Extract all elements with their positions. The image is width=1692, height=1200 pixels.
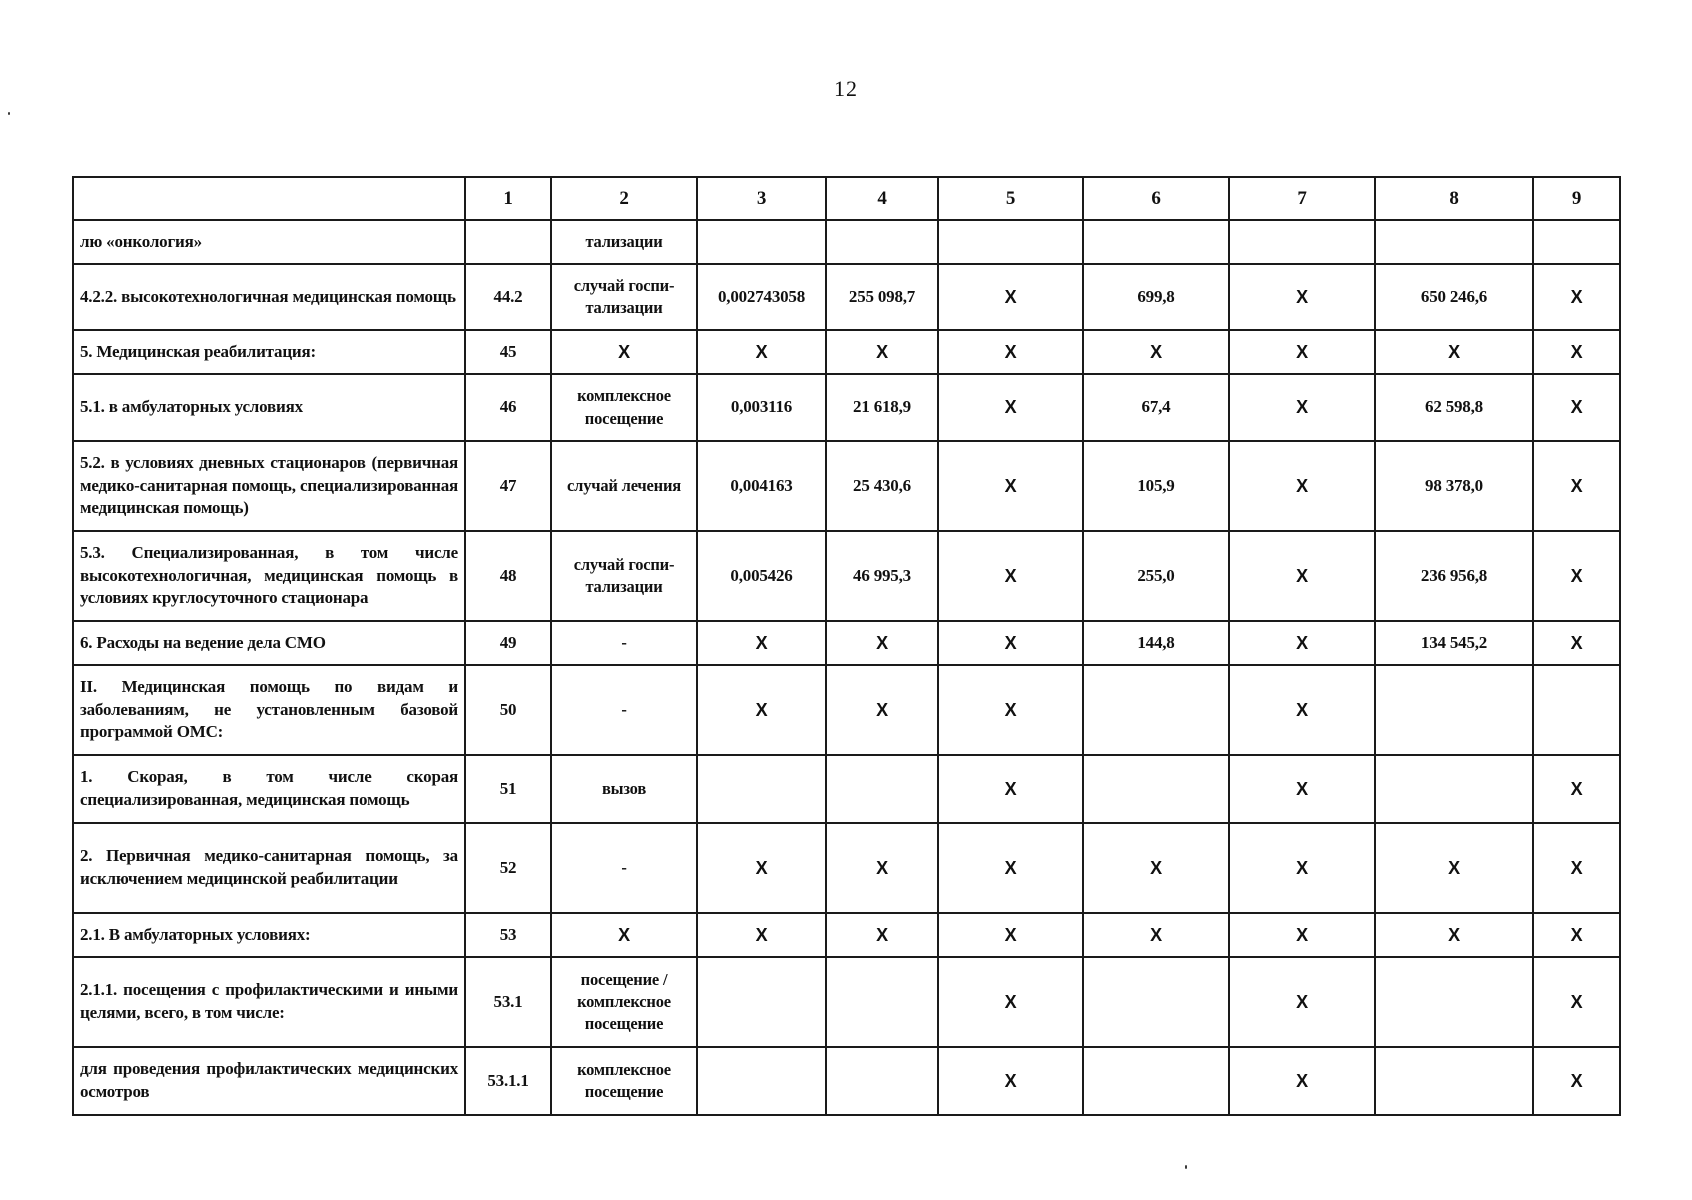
table-row bbox=[73, 531, 1620, 621]
value-cell: 134 545,2 bbox=[1375, 621, 1533, 665]
value-cell: X bbox=[1375, 330, 1533, 374]
value-cell: 25 430,6 bbox=[826, 441, 938, 531]
value-cell: X bbox=[1229, 913, 1375, 957]
table-row bbox=[73, 957, 1620, 1047]
value-cell: X bbox=[1533, 913, 1620, 957]
column-number-6: 6 bbox=[1083, 177, 1229, 220]
value-cell: 0,003116 bbox=[697, 374, 826, 441]
column-number-7: 7 bbox=[1229, 177, 1375, 220]
value-cell: X bbox=[1533, 264, 1620, 330]
medical-care-table bbox=[72, 176, 1621, 1116]
value-cell bbox=[697, 220, 826, 264]
value-cell bbox=[1375, 220, 1533, 264]
value-cell bbox=[826, 957, 938, 1047]
value-cell bbox=[1375, 1047, 1533, 1115]
row-label: 2. Первичная медико-санитарная помощь, за исключением медицинской реабилитации bbox=[73, 823, 465, 913]
value-cell: X bbox=[1229, 1047, 1375, 1115]
value-cell bbox=[1375, 665, 1533, 755]
unit-of-measure: случай госпи-тализации bbox=[551, 531, 697, 621]
row-label: 6. Расходы на ведение дела СМО bbox=[73, 621, 465, 665]
row-label: 2.1. В амбулаторных условиях: bbox=[73, 913, 465, 957]
unit-of-measure: - bbox=[551, 621, 697, 665]
value-cell: 62 598,8 bbox=[1375, 374, 1533, 441]
value-cell: X bbox=[938, 957, 1083, 1047]
row-code: 47 bbox=[465, 441, 551, 531]
column-number-5: 5 bbox=[938, 177, 1083, 220]
value-cell: X bbox=[938, 1047, 1083, 1115]
value-cell: X bbox=[1533, 531, 1620, 621]
value-cell: X bbox=[1229, 374, 1375, 441]
value-cell: 236 956,8 bbox=[1375, 531, 1533, 621]
value-cell: X bbox=[938, 913, 1083, 957]
scan-speck bbox=[1185, 1165, 1187, 1169]
column-number-4: 4 bbox=[826, 177, 938, 220]
value-cell: X bbox=[1229, 621, 1375, 665]
value-cell: 46 995,3 bbox=[826, 531, 938, 621]
row-label: 5.1. в амбулаторных условиях bbox=[73, 374, 465, 441]
value-cell: X bbox=[826, 665, 938, 755]
value-cell: 0,002743058 bbox=[697, 264, 826, 330]
value-cell: X bbox=[697, 621, 826, 665]
unit-of-measure: X bbox=[551, 330, 697, 374]
unit-of-measure: комплексное посещение bbox=[551, 1047, 697, 1115]
value-cell bbox=[826, 755, 938, 823]
value-cell: X bbox=[938, 374, 1083, 441]
row-code: 48 bbox=[465, 531, 551, 621]
value-cell: X bbox=[1533, 755, 1620, 823]
table-row bbox=[73, 330, 1620, 374]
value-cell: 144,8 bbox=[1083, 621, 1229, 665]
value-cell: X bbox=[938, 441, 1083, 531]
value-cell bbox=[1083, 665, 1229, 755]
unit-of-measure: - bbox=[551, 823, 697, 913]
value-cell: X bbox=[1229, 441, 1375, 531]
value-cell bbox=[697, 957, 826, 1047]
value-cell: X bbox=[826, 621, 938, 665]
column-number-3: 3 bbox=[697, 177, 826, 220]
row-code: 49 bbox=[465, 621, 551, 665]
value-cell bbox=[1533, 220, 1620, 264]
row-code: 51 bbox=[465, 755, 551, 823]
table-header-row bbox=[73, 177, 1620, 220]
unit-of-measure: случай лечения bbox=[551, 441, 697, 531]
value-cell: X bbox=[1083, 330, 1229, 374]
value-cell: X bbox=[1083, 823, 1229, 913]
row-code: 46 bbox=[465, 374, 551, 441]
value-cell: X bbox=[938, 823, 1083, 913]
value-cell: X bbox=[1533, 823, 1620, 913]
table-row bbox=[73, 755, 1620, 823]
row-label: 5.2. в условиях дневных стационаров (первичная медико-санитарная помощь, специализированная медицинская помощь) bbox=[73, 441, 465, 531]
value-cell: X bbox=[1533, 374, 1620, 441]
value-cell: X bbox=[826, 330, 938, 374]
value-cell: 21 618,9 bbox=[826, 374, 938, 441]
table-row bbox=[73, 1047, 1620, 1115]
value-cell: X bbox=[1229, 823, 1375, 913]
value-cell: X bbox=[826, 913, 938, 957]
value-cell: 699,8 bbox=[1083, 264, 1229, 330]
row-code: 50 bbox=[465, 665, 551, 755]
unit-of-measure: тализации bbox=[551, 220, 697, 264]
column-number-2: 2 bbox=[551, 177, 697, 220]
row-code bbox=[465, 220, 551, 264]
row-label: 5.3. Специализированная, в том числе высокотехнологичная, медицинская помощь в условиях круглосуточного стационара bbox=[73, 531, 465, 621]
value-cell bbox=[826, 220, 938, 264]
value-cell: X bbox=[938, 330, 1083, 374]
unit-of-measure: вызов bbox=[551, 755, 697, 823]
value-cell bbox=[697, 1047, 826, 1115]
row-code: 52 bbox=[465, 823, 551, 913]
unit-of-measure: - bbox=[551, 665, 697, 755]
value-cell: X bbox=[1229, 330, 1375, 374]
row-code: 53.1.1 bbox=[465, 1047, 551, 1115]
value-cell: X bbox=[697, 665, 826, 755]
value-cell bbox=[938, 220, 1083, 264]
value-cell: X bbox=[938, 264, 1083, 330]
value-cell bbox=[1229, 220, 1375, 264]
table-row bbox=[73, 374, 1620, 441]
value-cell: X bbox=[1533, 330, 1620, 374]
unit-of-measure: случай госпи-тализации bbox=[551, 264, 697, 330]
page-number: 12 bbox=[834, 76, 858, 101]
value-cell bbox=[1375, 957, 1533, 1047]
unit-of-measure: X bbox=[551, 913, 697, 957]
row-code: 53.1 bbox=[465, 957, 551, 1047]
header-cell-blank bbox=[73, 177, 465, 220]
row-label: 4.2.2. высокотехнологичная медицинская помощь bbox=[73, 264, 465, 330]
scan-speck bbox=[8, 112, 10, 115]
table-row bbox=[73, 823, 1620, 913]
value-cell: 98 378,0 bbox=[1375, 441, 1533, 531]
row-code: 44.2 bbox=[465, 264, 551, 330]
unit-of-measure: посещение / комплексное посещение bbox=[551, 957, 697, 1047]
value-cell bbox=[1083, 1047, 1229, 1115]
column-number-1: 1 bbox=[465, 177, 551, 220]
table-row bbox=[73, 665, 1620, 755]
value-cell: X bbox=[1229, 264, 1375, 330]
unit-of-measure: комплексное посещение bbox=[551, 374, 697, 441]
value-cell: X bbox=[1229, 665, 1375, 755]
value-cell: X bbox=[1083, 913, 1229, 957]
row-label: лю «онкология» bbox=[73, 220, 465, 264]
row-label: 1. Скорая, в том числе скорая специализированная, медицинская помощь bbox=[73, 755, 465, 823]
value-cell: X bbox=[1533, 1047, 1620, 1115]
value-cell bbox=[1533, 665, 1620, 755]
value-cell: 0,005426 bbox=[697, 531, 826, 621]
value-cell: X bbox=[1533, 957, 1620, 1047]
column-number-9: 9 bbox=[1533, 177, 1620, 220]
value-cell bbox=[697, 755, 826, 823]
value-cell: 255 098,7 bbox=[826, 264, 938, 330]
value-cell: X bbox=[938, 531, 1083, 621]
row-label: II. Медицинская помощь по видам и заболеваниям, не установленным базовой программой ОМС: bbox=[73, 665, 465, 755]
value-cell: X bbox=[1229, 531, 1375, 621]
value-cell: X bbox=[697, 823, 826, 913]
value-cell: X bbox=[938, 755, 1083, 823]
row-code: 45 bbox=[465, 330, 551, 374]
table-row bbox=[73, 264, 1620, 330]
row-label: 5. Медицинская реабилитация: bbox=[73, 330, 465, 374]
value-cell: 650 246,6 bbox=[1375, 264, 1533, 330]
value-cell: X bbox=[1375, 913, 1533, 957]
value-cell: X bbox=[938, 665, 1083, 755]
value-cell: X bbox=[1375, 823, 1533, 913]
value-cell bbox=[1375, 755, 1533, 823]
value-cell: 0,004163 bbox=[697, 441, 826, 531]
table-row bbox=[73, 913, 1620, 957]
table-row bbox=[73, 220, 1620, 264]
value-cell bbox=[826, 1047, 938, 1115]
value-cell: X bbox=[1229, 957, 1375, 1047]
value-cell: X bbox=[697, 913, 826, 957]
row-label: для проведения профилактических медицинских осмотров bbox=[73, 1047, 465, 1115]
value-cell: X bbox=[1229, 755, 1375, 823]
value-cell: X bbox=[938, 621, 1083, 665]
value-cell: 255,0 bbox=[1083, 531, 1229, 621]
table-row bbox=[73, 621, 1620, 665]
value-cell: 105,9 bbox=[1083, 441, 1229, 531]
value-cell: X bbox=[697, 330, 826, 374]
value-cell: 67,4 bbox=[1083, 374, 1229, 441]
value-cell: X bbox=[1533, 441, 1620, 531]
value-cell bbox=[1083, 220, 1229, 264]
column-number-8: 8 bbox=[1375, 177, 1533, 220]
value-cell: X bbox=[826, 823, 938, 913]
value-cell: X bbox=[1533, 621, 1620, 665]
row-code: 53 bbox=[465, 913, 551, 957]
row-label: 2.1.1. посещения с профилактическими и иными целями, всего, в том числе: bbox=[73, 957, 465, 1047]
value-cell bbox=[1083, 957, 1229, 1047]
table-row bbox=[73, 441, 1620, 531]
value-cell bbox=[1083, 755, 1229, 823]
